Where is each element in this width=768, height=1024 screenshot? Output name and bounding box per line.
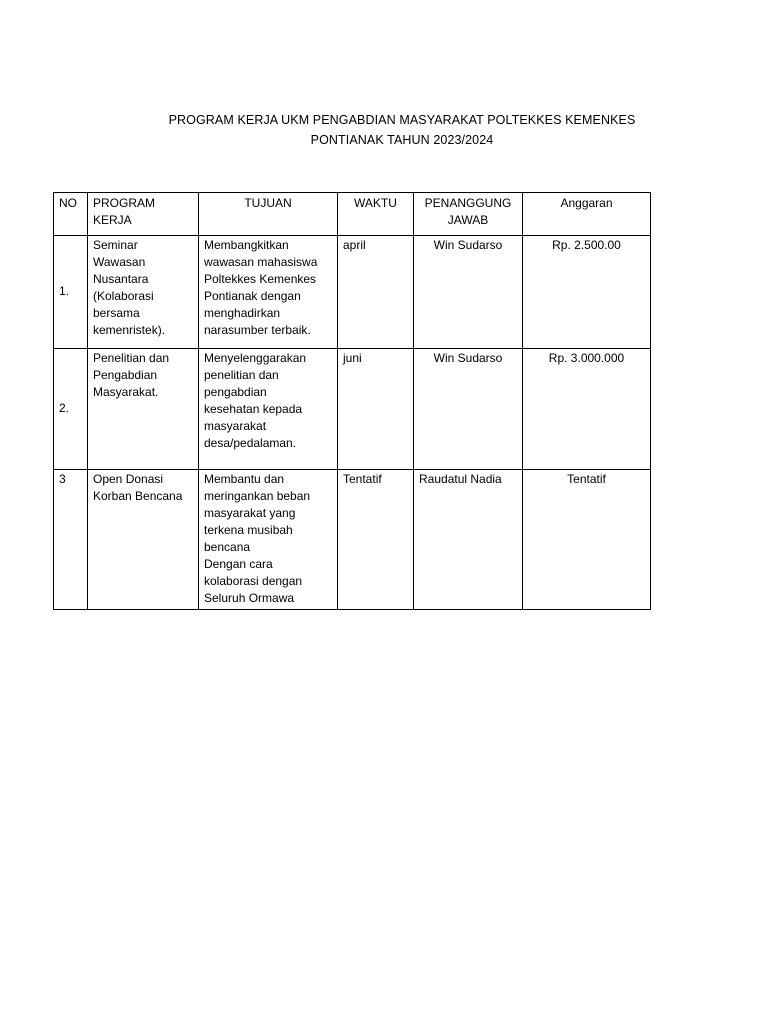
cell-penanggung-jawab: Raudatul Nadia xyxy=(414,470,523,610)
cell-program xyxy=(88,470,199,610)
program-line: (Kolaborasi xyxy=(93,289,154,303)
cell-tujuan xyxy=(199,236,338,349)
table-header-row xyxy=(54,193,651,236)
cell-anggaran: Rp. 2.500.00 xyxy=(523,236,651,349)
header-tujuan: TUJUAN xyxy=(199,193,338,236)
program-line: Nusantara xyxy=(93,272,149,286)
tujuan-line: bencana xyxy=(204,540,251,554)
program-line: Masyarakat. xyxy=(93,385,159,399)
tujuan-line: meringankan beban xyxy=(204,489,311,503)
program-line: Korban Bencana xyxy=(93,489,183,503)
cell-tujuan xyxy=(199,349,338,470)
cell-waktu: juni xyxy=(338,349,414,470)
cell-anggaran: Rp. 3.000.000 xyxy=(523,349,651,470)
header-no: NO xyxy=(54,193,88,236)
cell-no: 2. xyxy=(54,349,88,470)
tujuan-line: masyarakat yang xyxy=(204,506,296,520)
table-row xyxy=(54,236,651,349)
tujuan-line: narasumber terbaik. xyxy=(204,323,311,337)
tujuan-line: kesehatan kepada xyxy=(204,402,303,416)
tujuan-line: Poltekkes Kemenkes xyxy=(204,272,317,286)
program-line: Seminar xyxy=(93,238,138,252)
cell-program xyxy=(88,236,199,349)
header-program: PROGRAM KERJA xyxy=(88,193,199,236)
cell-program xyxy=(88,349,199,470)
tujuan-line: penelitian dan xyxy=(204,368,279,382)
header-anggaran: Anggaran xyxy=(523,193,651,236)
cell-anggaran: Tentatif xyxy=(523,470,651,610)
table-row xyxy=(54,470,651,610)
title-line-1: PROGRAM KERJA UKM PENGABDIAN MASYARAKAT POLTEKKES KEMENKES xyxy=(168,113,636,127)
program-line: bersama xyxy=(93,306,140,320)
tujuan-line: wawasan mahasiswa xyxy=(204,255,318,269)
program-line: Pengabdian xyxy=(93,368,158,382)
tujuan-line: Menyelenggarakan xyxy=(204,351,307,365)
table-row xyxy=(54,349,651,470)
program-line: Penelitian dan xyxy=(93,351,170,365)
tujuan-line: pengabdian xyxy=(204,385,267,399)
cell-waktu: april xyxy=(338,236,414,349)
header-pj-line-2: JAWAB xyxy=(447,213,489,227)
cell-waktu: Tentatif xyxy=(338,470,414,610)
cell-tujuan xyxy=(199,470,338,610)
program-line: Open Donasi xyxy=(93,472,164,486)
tujuan-line: kolaborasi dengan xyxy=(204,574,303,588)
cell-no: 3 xyxy=(54,470,88,610)
header-waktu: WAKTU xyxy=(338,193,414,236)
tujuan-line: desa/pedalaman. xyxy=(204,436,297,450)
tujuan-line: Seluruh Ormawa xyxy=(204,591,295,605)
header-pj-line-1: PENANGGUNG xyxy=(424,196,512,210)
program-line: kemenristek). xyxy=(93,323,166,337)
program-table xyxy=(53,192,651,610)
tujuan-line: Membantu dan xyxy=(204,472,285,486)
header-penanggung-jawab xyxy=(414,193,523,236)
tujuan-line: Pontianak dengan xyxy=(204,289,301,303)
tujuan-line: masyarakat xyxy=(204,419,267,433)
program-line: Wawasan xyxy=(93,255,146,269)
tujuan-line: terkena musibah xyxy=(204,523,293,537)
cell-penanggung-jawab: Win Sudarso xyxy=(414,236,523,349)
document-title xyxy=(0,110,768,150)
title-line-2: PONTIANAK TAHUN 2023/2024 xyxy=(310,133,494,147)
cell-no: 1. xyxy=(54,236,88,349)
tujuan-line: menghadirkan xyxy=(204,306,281,320)
tujuan-line: Membangkitkan xyxy=(204,238,289,252)
cell-penanggung-jawab: Win Sudarso xyxy=(414,349,523,470)
tujuan-line: Dengan cara xyxy=(204,557,273,571)
